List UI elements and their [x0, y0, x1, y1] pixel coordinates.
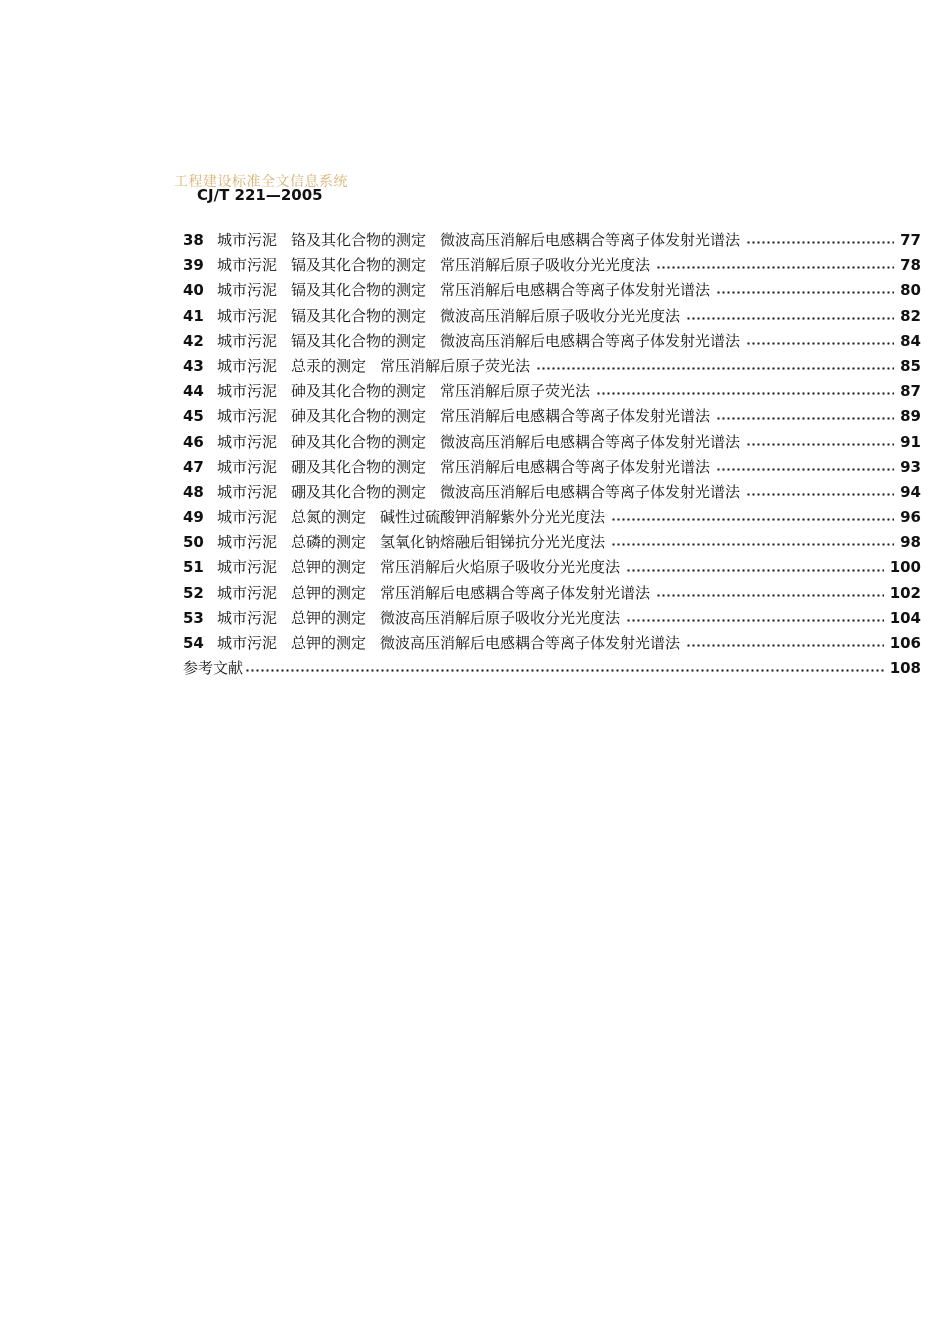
toc-entry[interactable] — [183, 607, 921, 632]
toc-entry-number: 49 — [183, 508, 204, 527]
toc-entry-title-part: 城市污泥 — [217, 634, 278, 652]
toc-entry-title: 参考文献 — [183, 659, 244, 678]
toc-entry-title-part: 镉及其化合物的测定 — [291, 256, 427, 275]
toc-entry-title-part: 镉及其化合物的测定 — [291, 331, 427, 350]
toc-entry-title-part: 微波高压消解后电感耦合等离子体发射光谱法 — [440, 331, 741, 350]
toc-entry-number: 54 — [183, 634, 204, 652]
toc-entry-title-part: 常压消解后电感耦合等离子体发射光谱法 — [440, 407, 711, 426]
toc-entry-title — [217, 632, 680, 654]
dot-leader — [626, 619, 884, 622]
toc-entry-title — [217, 582, 650, 604]
dot-leader — [746, 443, 894, 446]
toc-entry[interactable] — [183, 405, 921, 430]
toc-entry-references[interactable] — [183, 657, 921, 682]
watermark-text: 工程建设标准全文信息系统 — [174, 174, 348, 190]
toc-entry-title — [217, 254, 650, 276]
toc-entry-title-part: 常压消解后火焰原子吸收分光光度法 — [380, 558, 621, 577]
toc-entry-number: 43 — [183, 356, 204, 375]
toc-entry-title-part: 总钾的测定 — [291, 583, 367, 602]
toc-entry-title — [217, 330, 740, 352]
toc-entry-number: 52 — [183, 583, 204, 602]
toc-entry[interactable] — [183, 305, 921, 330]
toc-entry-page: 85 — [900, 356, 921, 375]
toc-entry[interactable] — [183, 506, 921, 531]
toc-entry-title-part: 常压消解后原子吸收分光光度法 — [440, 256, 651, 275]
toc-entry-title-part: 总钾的测定 — [291, 608, 367, 627]
toc-entry-title-part: 城市污泥 — [217, 533, 278, 552]
dot-leader — [611, 518, 894, 521]
dot-leader — [245, 669, 884, 672]
toc-entry-title-part: 总汞的测定 — [291, 356, 367, 375]
toc-entry-title — [217, 431, 740, 453]
toc-entry-page: 93 — [900, 457, 921, 476]
toc-entry-number: 38 — [183, 231, 204, 249]
dot-leader — [716, 417, 894, 420]
dot-leader — [746, 493, 894, 496]
toc-entry-title-part: 硼及其化合物的测定 — [291, 457, 427, 476]
toc-entry-title-part: 镉及其化合物的测定 — [291, 306, 427, 325]
toc-entry[interactable] — [183, 456, 921, 481]
toc-entry-number: 41 — [183, 306, 204, 325]
toc-entry-title-part: 城市污泥 — [217, 407, 278, 426]
dot-leader — [746, 342, 894, 345]
toc-entry[interactable] — [183, 531, 921, 556]
toc-entry-page: 80 — [900, 281, 921, 300]
toc-entry-title — [217, 279, 710, 301]
toc-entry-title-part: 砷及其化合物的测定 — [291, 407, 427, 426]
dot-leader — [716, 291, 894, 294]
toc-entry-title-part: 铬及其化合物的测定 — [291, 231, 427, 249]
toc-entry[interactable] — [183, 229, 921, 254]
toc-entry-title-part: 总钾的测定 — [291, 634, 367, 652]
toc-entry-title — [217, 380, 590, 402]
toc-entry-title-part: 城市污泥 — [217, 608, 278, 627]
table-of-contents — [183, 229, 921, 682]
toc-entry-title — [217, 355, 530, 377]
toc-entry-title-part: 硼及其化合物的测定 — [291, 482, 427, 501]
standard-code: CJ/T 221—2005 — [197, 186, 323, 204]
toc-entry-page: 87 — [900, 382, 921, 401]
toc-entry-title-part: 城市污泥 — [217, 356, 278, 375]
toc-entry-title-part: 城市污泥 — [217, 256, 278, 275]
toc-entry-title-part: 砷及其化合物的测定 — [291, 432, 427, 451]
toc-entry-page: 94 — [900, 482, 921, 501]
toc-entry[interactable] — [183, 380, 921, 405]
toc-entry-title-part: 城市污泥 — [217, 508, 278, 527]
toc-entry-number: 44 — [183, 382, 204, 401]
toc-entry-title-part: 城市污泥 — [217, 482, 278, 501]
toc-entry-title-part: 城市污泥 — [217, 382, 278, 401]
dot-leader — [656, 266, 894, 269]
toc-entry-title-part: 微波高压消解后电感耦合等离子体发射光谱法 — [380, 634, 681, 652]
toc-entry[interactable] — [183, 632, 921, 657]
toc-entry[interactable] — [183, 582, 921, 607]
toc-entry[interactable] — [183, 254, 921, 279]
toc-entry-number: 42 — [183, 331, 204, 350]
toc-entry-title — [217, 531, 605, 553]
toc-entry-page: 89 — [900, 407, 921, 426]
toc-entry-title-part: 微波高压消解后电感耦合等离子体发射光谱法 — [440, 231, 741, 249]
toc-entry-number: 39 — [183, 256, 204, 275]
toc-entry-page: 84 — [900, 331, 921, 350]
toc-entry-title — [217, 405, 710, 427]
toc-entry-title-part: 城市污泥 — [217, 331, 278, 350]
toc-entry-title-part: 微波高压消解后原子吸收分光光度法 — [380, 608, 621, 627]
toc-entry-title-part: 镉及其化合物的测定 — [291, 281, 427, 300]
dot-leader — [536, 367, 894, 370]
dot-leader — [686, 317, 894, 320]
toc-entry-number: 50 — [183, 533, 204, 552]
toc-entry-title-part: 碱性过硫酸钾消解紫外分光光度法 — [380, 508, 606, 527]
toc-entry-title-part: 城市污泥 — [217, 583, 278, 602]
toc-entry-title-part: 城市污泥 — [217, 558, 278, 577]
toc-entry-page: 104 — [889, 608, 921, 627]
toc-entry-title-part: 总钾的测定 — [291, 558, 367, 577]
toc-entry-number: 40 — [183, 281, 204, 300]
toc-entry[interactable] — [183, 279, 921, 304]
toc-entry-number: 47 — [183, 457, 204, 476]
toc-entry-title-part: 微波高压消解后电感耦合等离子体发射光谱法 — [440, 482, 741, 501]
dot-leader — [746, 241, 894, 244]
toc-entry-number: 53 — [183, 608, 204, 627]
dot-leader — [611, 543, 894, 546]
toc-entry-number: 48 — [183, 482, 204, 501]
dot-leader — [626, 569, 884, 572]
toc-entry-page: 91 — [900, 432, 921, 451]
toc-entry-title-part: 常压消解后原子荧光法 — [380, 356, 531, 375]
toc-entry-title-part: 微波高压消解后原子吸收分光光度法 — [440, 306, 681, 325]
toc-entry-page: 78 — [900, 256, 921, 275]
dot-leader — [596, 392, 894, 395]
toc-entry-title-part: 砷及其化合物的测定 — [291, 382, 427, 401]
toc-entry[interactable] — [183, 481, 921, 506]
toc-entry-title-part: 常压消解后电感耦合等离子体发射光谱法 — [380, 583, 651, 602]
dot-leader — [656, 594, 884, 597]
toc-entry[interactable] — [183, 431, 921, 456]
toc-entry-title — [217, 305, 680, 327]
toc-entry-page: 106 — [889, 634, 921, 652]
toc-entry-page: 96 — [900, 508, 921, 527]
toc-entry-title — [217, 607, 620, 629]
dot-leader — [716, 468, 894, 471]
toc-entry[interactable] — [183, 556, 921, 581]
toc-entry-title-part: 常压消解后电感耦合等离子体发射光谱法 — [440, 457, 711, 476]
toc-entry-number: 51 — [183, 558, 204, 577]
toc-entry-title-part: 总磷的测定 — [291, 533, 367, 552]
toc-entry-title — [217, 481, 740, 503]
toc-entry-title-part: 总氮的测定 — [291, 508, 367, 527]
toc-entry-title — [217, 456, 710, 478]
toc-entry[interactable] — [183, 330, 921, 355]
toc-entry-title — [217, 556, 620, 578]
dot-leader — [686, 644, 884, 647]
toc-entry-title-part: 城市污泥 — [217, 432, 278, 451]
toc-entry-title-part: 城市污泥 — [217, 306, 278, 325]
toc-entry-title-part: 常压消解后原子荧光法 — [440, 382, 591, 401]
toc-entry-page: 77 — [900, 231, 921, 249]
toc-entry-number: 46 — [183, 432, 204, 451]
toc-entry-title — [217, 506, 605, 528]
toc-entry-page: 98 — [900, 533, 921, 552]
toc-entry-page: 108 — [889, 659, 921, 678]
toc-entry-page: 102 — [889, 583, 921, 602]
toc-entry-title-part: 微波高压消解后电感耦合等离子体发射光谱法 — [440, 432, 741, 451]
toc-entry-page: 100 — [889, 558, 921, 577]
toc-entry-title-part: 常压消解后电感耦合等离子体发射光谱法 — [440, 281, 711, 300]
toc-entry-page: 82 — [900, 306, 921, 325]
toc-entry-title-part: 城市污泥 — [217, 231, 278, 249]
toc-entry-title-part: 城市污泥 — [217, 457, 278, 476]
toc-entry-title — [217, 229, 740, 251]
toc-entry[interactable] — [183, 355, 921, 380]
toc-entry-title-part: 氢氧化钠熔融后钼锑抗分光光度法 — [380, 533, 606, 552]
toc-entry-title-part: 城市污泥 — [217, 281, 278, 300]
toc-entry-number: 45 — [183, 407, 204, 426]
